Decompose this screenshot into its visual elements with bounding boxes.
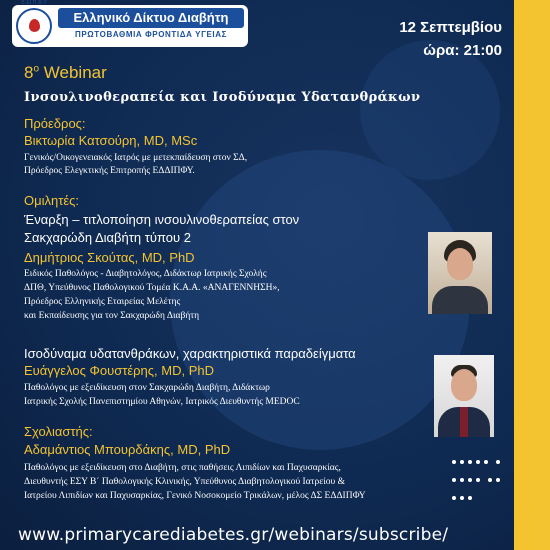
speaker-1-desc-line-1: Ειδικός Παθολόγος - Διαβητολόγος, Διδάκτωρ Ιατρικής Σχολής [24,269,267,279]
webinar-number-value: 8 [24,63,34,82]
webinar-number-sup: ο [33,63,40,75]
chair-label: Πρόεδρος: [24,116,86,131]
yellow-side-bar [514,0,550,550]
speakers-label: Ομιλητές: [24,193,80,208]
speaker-2-photo [434,355,494,437]
speaker-2-topic: Ισοδύναμα υδατανθράκων, χαρακτηριστικά παραδείγματα [24,346,356,361]
speaker-1-desc-line-2: ΔΠΘ, Υπεύθυνος Παθολογικού Τομέα Κ.Α.Α. «ΑΝΑΓΕΝΝΗΣΗ», [24,283,280,293]
commentator-name: Αδαμάντιος Μπουρδάκης, MD, PhD [24,442,231,457]
commentator-desc-line-1: Παθολόγος με εξειδίκευση στο Διαβήτη, στις παθήσεις Λιπιδίων και Παχυσαρκίας, [24,463,341,473]
speaker-1-topic-line-2: Σακχαρώδη Διαβήτη τύπου 2 [24,230,191,245]
chair-name: Βικτωρία Κατσούρη, MD, MSc [24,133,198,148]
decor-circle-small [360,40,500,180]
speaker-1-topic-line-1: Έναρξη – τιτλοποίηση ινσουλινοθεραπείας στον [24,212,300,227]
commentator-desc-line-3: Ιατρείου Λιπιδίων και Παχυσαρκίας, Γενικό Νοσοκομείο Τρικάλων, μέλος ΔΣ ΕΔΔΙΠΦΥ [24,491,366,501]
chair-desc-line-1: Γενικός/Οικογενειακός Ιατρός με μετεκπαίδευση στον ΣΔ, [24,153,248,163]
logo-subtitle: ΠΡΩΤΟΒΑΘΜΙΑ ΦΡΟΝΤΙΔΑ ΥΓΕΙΑΣ [74,30,228,39]
commentator-desc-line-2: Διευθυντής ΕΣΥ Β΄ Παθολογικής Κλινικής, Υπεύθυνος Διαβητολογικού Ιατρείου & [24,477,345,487]
webinar-label: Webinar [43,63,107,82]
logo-emblem-icon [16,0,52,44]
chair-desc-line-2: Πρόεδρος Ελεγκτικής Επιτροπής ΕΔΔΙΠΦΥ. [24,166,195,176]
webinar-number [24,63,107,83]
event-time: ώρα: 21:00 [423,42,502,59]
blood-drop-icon [29,19,40,32]
event-date: 12 Σεπτεμβίου [399,19,502,36]
commentator-label: Σχολιαστής: [24,424,93,439]
webinar-title: Ινσουλινοθεραπεία και Ισοδύναμα Υδατανθράκων [24,90,421,105]
speaker-1-desc-line-4: και Εκπαίδευσης για τον Σακχαρώδη Διαβήτη [24,311,200,321]
logo-arc-text: Ε.ΔΙ.Π.Φ.Υ [21,0,47,6]
speaker-2-name: Ευάγγελος Φουστέρης, MD, PhD [24,363,215,378]
decor-dots [452,459,508,513]
speaker-1-name: Δημήτριος Σκούτας, MD, PhD [24,250,195,265]
organization-logo [12,0,248,47]
speaker-2-desc-line-1: Παθολόγος με εξειδίκευση στον Σακχαρώδη Διαβήτη, Διδάκτωρ [24,383,270,393]
speaker-1-desc-line-3: Πρόεδρος Ελληνικής Εταιρείας Μελέτης [24,297,181,307]
logo-title: Ελληνικό Δίκτυο Διαβήτη [58,8,244,28]
speaker-2-desc-line-2: Ιατρικής Σχολής Πανεπιστημίου Αθηνών, Ιατρικός Διευθυντής MEDOC [24,397,300,407]
subscribe-link[interactable]: www.primarycarediabetes.gr/webinars/subscribe/ [18,525,449,545]
speaker-1-photo [428,232,492,314]
